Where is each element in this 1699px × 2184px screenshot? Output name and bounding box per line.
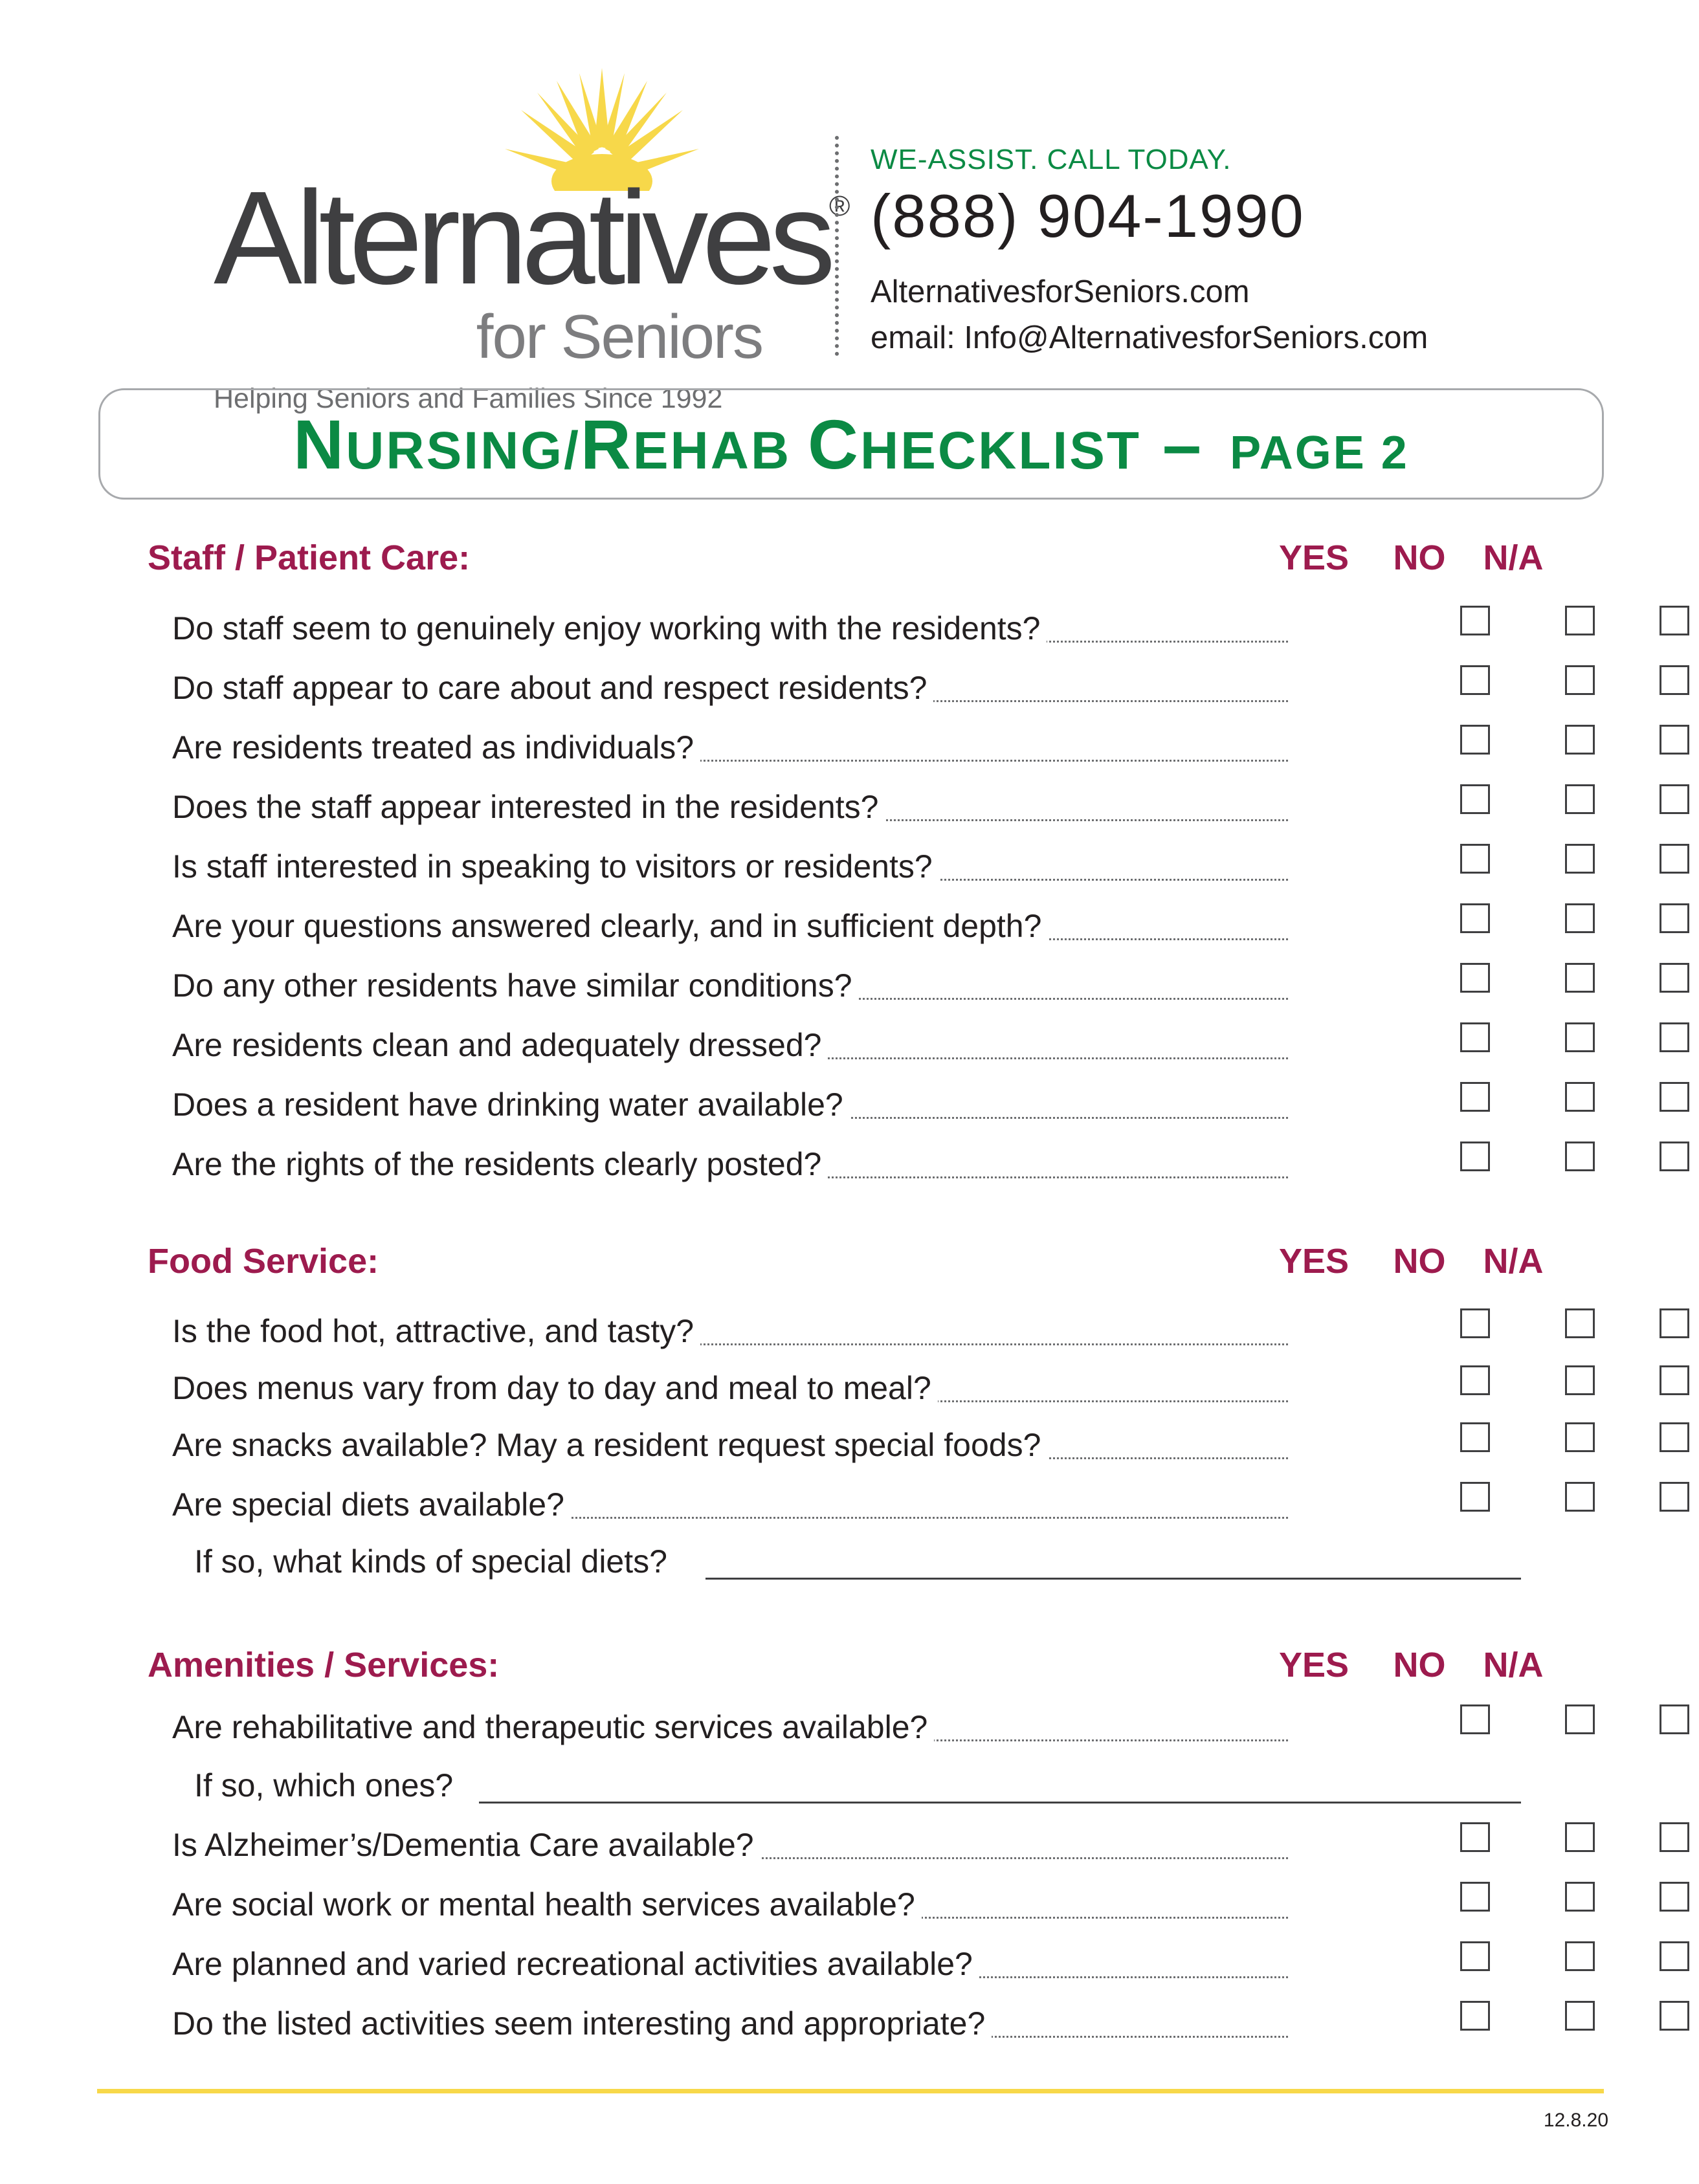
question-row bbox=[172, 1372, 1288, 1417]
na-checkbox[interactable] bbox=[1660, 1308, 1689, 1338]
question-text: Do the listed activities seem interesting and appropriate? bbox=[172, 2007, 992, 2040]
question-text: Are residents clean and adequately dressed? bbox=[172, 1029, 828, 1061]
no-checkbox[interactable] bbox=[1565, 963, 1595, 993]
question-row bbox=[172, 731, 1288, 777]
no-checkbox[interactable] bbox=[1565, 665, 1595, 695]
na-checkbox[interactable] bbox=[1660, 1822, 1689, 1852]
column-na: N/A bbox=[1483, 1242, 1544, 1281]
yes-checkbox[interactable] bbox=[1460, 1822, 1490, 1852]
no-checkbox[interactable] bbox=[1565, 1022, 1595, 1052]
question-text: Do any other residents have similar conditions? bbox=[172, 969, 859, 1002]
question-text: Are your questions answered clearly, and in sufficient depth? bbox=[172, 910, 1048, 942]
section-title: Staff / Patient Care: bbox=[148, 538, 471, 577]
no-checkbox[interactable] bbox=[1565, 1882, 1595, 1912]
question-row bbox=[172, 1888, 1288, 1934]
question-row bbox=[172, 1829, 1288, 1874]
question-text: Do staff appear to care about and respect residents? bbox=[172, 672, 933, 704]
na-checkbox[interactable] bbox=[1660, 2001, 1689, 2031]
no-checkbox[interactable] bbox=[1565, 1941, 1595, 1971]
question-text: Is staff interested in speaking to visitors or residents? bbox=[172, 850, 939, 883]
website-link[interactable]: AlternativesforSeniors.com bbox=[871, 274, 1250, 309]
na-checkbox[interactable] bbox=[1660, 665, 1689, 695]
question-row bbox=[172, 1315, 1288, 1360]
question-row bbox=[172, 2007, 1288, 2053]
yes-checkbox[interactable] bbox=[1460, 1941, 1490, 1971]
na-checkbox[interactable] bbox=[1660, 1482, 1689, 1512]
no-checkbox[interactable] bbox=[1565, 2001, 1595, 2031]
brand-subtitle: for Seniors bbox=[476, 302, 762, 371]
na-checkbox[interactable] bbox=[1660, 1704, 1689, 1734]
na-checkbox[interactable] bbox=[1660, 903, 1689, 933]
column-yes: YES bbox=[1278, 1646, 1349, 1684]
question-row bbox=[172, 1429, 1288, 1474]
yes-checkbox[interactable] bbox=[1460, 665, 1490, 695]
column-na: N/A bbox=[1483, 538, 1544, 577]
section-header-staff bbox=[148, 540, 1546, 586]
no-checkbox[interactable] bbox=[1565, 606, 1595, 635]
question-text: Are social work or mental health services available? bbox=[172, 1888, 922, 1921]
question-row bbox=[172, 612, 1288, 657]
question-text: Are special diets available? bbox=[172, 1488, 571, 1521]
na-checkbox[interactable] bbox=[1660, 1142, 1689, 1171]
yes-checkbox[interactable] bbox=[1460, 1082, 1490, 1112]
na-checkbox[interactable] bbox=[1660, 844, 1689, 874]
question-row bbox=[172, 672, 1288, 717]
answer-line[interactable] bbox=[479, 1802, 1521, 1803]
column-na: N/A bbox=[1483, 1646, 1544, 1684]
question-text: Does the staff appear interested in the residents? bbox=[172, 791, 885, 823]
column-no: NO bbox=[1393, 538, 1446, 577]
yes-checkbox[interactable] bbox=[1460, 1365, 1490, 1395]
no-checkbox[interactable] bbox=[1565, 1822, 1595, 1852]
na-checkbox[interactable] bbox=[1660, 1941, 1689, 1971]
yes-checkbox[interactable] bbox=[1460, 725, 1490, 755]
title-banner bbox=[98, 388, 1604, 500]
revision-date: 12.8.20 bbox=[1543, 2110, 1608, 2131]
question-row bbox=[172, 1029, 1288, 1074]
column-yes: YES bbox=[1278, 538, 1349, 577]
na-checkbox[interactable] bbox=[1660, 1422, 1689, 1452]
company-logo bbox=[194, 61, 850, 414]
no-checkbox[interactable] bbox=[1565, 725, 1595, 755]
question-row bbox=[172, 1711, 1288, 1756]
na-checkbox[interactable] bbox=[1660, 1882, 1689, 1912]
na-checkbox[interactable] bbox=[1660, 1022, 1689, 1052]
question-text: Does a resident have drinking water available? bbox=[172, 1088, 850, 1121]
question-row bbox=[172, 1488, 1288, 1534]
question-text: Are snacks available? May a resident request special foods? bbox=[172, 1429, 1047, 1461]
brand-name: Alternatives® bbox=[214, 164, 850, 312]
yes-checkbox[interactable] bbox=[1460, 1308, 1490, 1338]
yes-checkbox[interactable] bbox=[1460, 1882, 1490, 1912]
na-checkbox[interactable] bbox=[1660, 1082, 1689, 1112]
no-checkbox[interactable] bbox=[1565, 1082, 1595, 1112]
column-no: NO bbox=[1393, 1242, 1446, 1281]
page-title: NURSING/REHAB CHECKLIST – PAGE 2 bbox=[293, 404, 1409, 483]
email-link[interactable]: email: Info@AlternativesforSeniors.com bbox=[871, 320, 1428, 355]
question-row bbox=[172, 1148, 1288, 1193]
na-checkbox[interactable] bbox=[1660, 725, 1689, 755]
brand-tagline: Helping Seniors and Families Since 1992 bbox=[214, 383, 723, 414]
yes-checkbox[interactable] bbox=[1460, 1422, 1490, 1452]
question-text: Are the rights of the residents clearly posted? bbox=[172, 1148, 828, 1180]
question-text: Is Alzheimer’s/Dementia Care available? bbox=[172, 1829, 761, 1861]
question-row bbox=[172, 791, 1288, 836]
followup-text: If so, what kinds of special diets? bbox=[194, 1543, 667, 1580]
no-checkbox[interactable] bbox=[1565, 784, 1595, 814]
assist-text: WE-ASSIST. CALL TODAY. bbox=[871, 144, 1232, 175]
yes-checkbox[interactable] bbox=[1460, 903, 1490, 933]
no-checkbox[interactable] bbox=[1565, 1365, 1595, 1395]
phone-number[interactable]: (888) 904-1990 bbox=[871, 182, 1305, 250]
yes-checkbox[interactable] bbox=[1460, 784, 1490, 814]
question-text: Does menus vary from day to day and meal to meal? bbox=[172, 1372, 938, 1404]
contact-block bbox=[871, 146, 1518, 354]
yes-checkbox[interactable] bbox=[1460, 1142, 1490, 1171]
question-row bbox=[172, 910, 1288, 955]
section-title: Food Service: bbox=[148, 1242, 379, 1281]
na-checkbox[interactable] bbox=[1660, 606, 1689, 635]
yes-checkbox[interactable] bbox=[1460, 606, 1490, 635]
question-text: Do staff seem to genuinely enjoy working with the residents? bbox=[172, 612, 1047, 645]
header-divider bbox=[835, 136, 839, 356]
question-text: Is the food hot, attractive, and tasty? bbox=[172, 1315, 700, 1347]
question-text: Are residents treated as individuals? bbox=[172, 731, 700, 764]
yes-checkbox[interactable] bbox=[1460, 1482, 1490, 1512]
answer-line[interactable] bbox=[705, 1578, 1521, 1580]
column-no: NO bbox=[1393, 1646, 1446, 1684]
section-header-amenities bbox=[148, 1648, 1546, 1693]
yes-checkbox[interactable] bbox=[1460, 844, 1490, 874]
question-row bbox=[172, 1948, 1288, 1993]
na-checkbox[interactable] bbox=[1660, 784, 1689, 814]
no-checkbox[interactable] bbox=[1565, 844, 1595, 874]
no-checkbox[interactable] bbox=[1565, 1482, 1595, 1512]
followup-text: If so, which ones? bbox=[194, 1767, 454, 1803]
no-checkbox[interactable] bbox=[1565, 1704, 1595, 1734]
section-title: Amenities / Services: bbox=[148, 1646, 500, 1684]
na-checkbox[interactable] bbox=[1660, 963, 1689, 993]
no-checkbox[interactable] bbox=[1565, 1142, 1595, 1171]
question-row bbox=[172, 1088, 1288, 1134]
section-header-food bbox=[148, 1244, 1546, 1289]
footer-divider bbox=[97, 2089, 1604, 2093]
question-row bbox=[172, 850, 1288, 896]
column-yes: YES bbox=[1278, 1242, 1349, 1281]
no-checkbox[interactable] bbox=[1565, 1422, 1595, 1452]
yes-checkbox[interactable] bbox=[1460, 1022, 1490, 1052]
yes-checkbox[interactable] bbox=[1460, 963, 1490, 993]
registered-mark: ® bbox=[829, 190, 850, 222]
question-row bbox=[172, 969, 1288, 1015]
question-text: Are rehabilitative and therapeutic services available? bbox=[172, 1711, 934, 1743]
no-checkbox[interactable] bbox=[1565, 1308, 1595, 1338]
na-checkbox[interactable] bbox=[1660, 1365, 1689, 1395]
yes-checkbox[interactable] bbox=[1460, 1704, 1490, 1734]
no-checkbox[interactable] bbox=[1565, 903, 1595, 933]
question-text: Are planned and varied recreational activities available? bbox=[172, 1948, 979, 1980]
yes-checkbox[interactable] bbox=[1460, 2001, 1490, 2031]
